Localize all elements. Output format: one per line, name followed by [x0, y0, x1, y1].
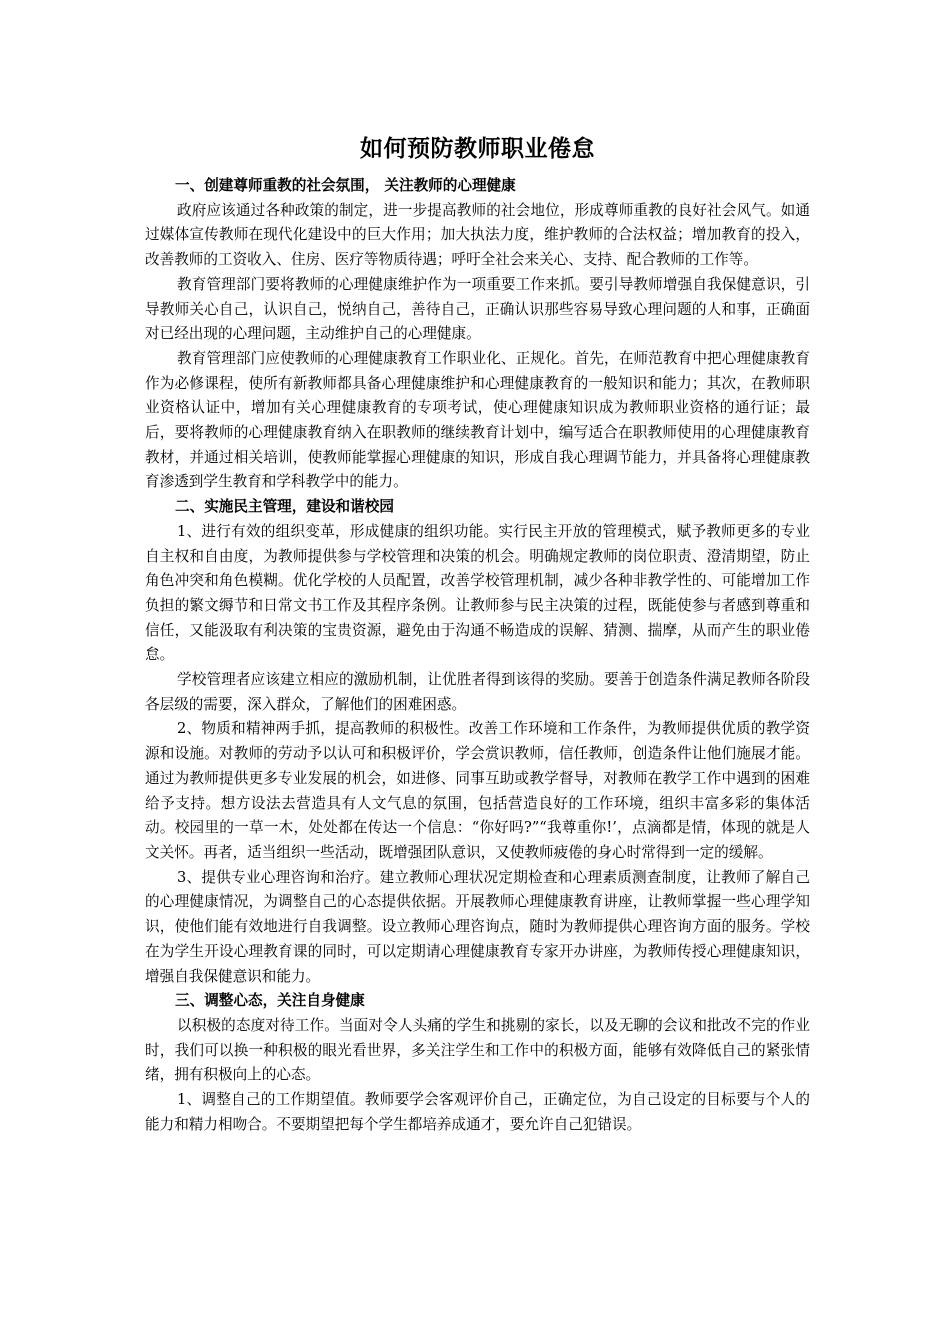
section-1 [145, 174, 810, 495]
paragraph: 政府应该通过各种政策的制定，进一步提高教师的社会地位，形成尊师重教的良好社会风气。如通过媒体宣传教师在现代化建设中的巨大作用；加大执法力度，维护教师的合法权益；增加教育的投入，改善教师的工资收入、住房、医疗等物质待遇；呼吁全社会来关心、支持、配合教师的工作等。 [145, 201, 810, 269]
paragraph: 3、提供专业心理咨询和治疗。建立教师心理状况定期检查和心理素质测查制度，让教师了解自己的心理健康情况，为调整自己的心态提供依据。开展教师心理健康教育讲座，让教师掌握一些心理学知识，使他们能有效地进行自我调整。设立教师心理咨询点，随时为教师提供心理咨询方面的服务。学校在为学生开设心理教育课的同时，可以定期请心理健康教育专家开办讲座，为教师传授心理健康知识，增强自我保健意识和能力。 [145, 868, 810, 985]
document-page [145, 128, 810, 1137]
document-title: 如何预防教师职业倦怠 [360, 136, 595, 162]
paragraph: 教育管理部门应使教师的心理健康教育工作职业化、正规化。首先，在师范教育中把心理健康教育作为必修课程，使所有新教师都具备心理健康维护和心理健康教育的一般知识和能力；其次，在教师职业资格认证中，增加有关心理健康教育的专项考试，使心理健康知识成为教师职业资格的通行证；最后，要将教师的心理健康教育纳入在职教师的继续教育计划中，编写适合在职教师使用的心理健康教育教材，并通过相关培训，使教师能掌握心理健康的知识，形成自我心理调节能力，并具备将心理健康教育渗透到学生教育和学科教学中的能力。 [145, 349, 810, 491]
section-2 [145, 495, 810, 989]
section-heading: 一、创建尊师重教的社会氛围， 关注教师的心理健康 [175, 177, 516, 194]
section-heading: 二、实施民主管理，建设和谐校园 [175, 498, 394, 516]
paragraph: 以积极的态度对待工作。当面对令人头痛的学生和挑剔的家长，以及无聊的会议和批改不完的作业时，我们可以换一种积极的眼光看世界，多关注学生和工作中的积极方面，能够有效降低自己的紧张情绪，拥有积极向上的心态。 [145, 1016, 810, 1084]
paragraph: 1、进行有效的组织变革，形成健康的组织功能。实行民主开放的管理模式，赋予教师更多的专业自主权和自由度，为教师提供参与学校管理和决策的机会。明确规定教师的岗位职责、澄清期望，防止角色冲突和角色模糊。优化学校的人员配置，改善学校管理机制，减少各种非教学性的、可能增加工作负担的繁文缛节和日常文书工作及其程序条例。让教师参与民主决策的过程，既能使参与者感到尊重和信任，又能汲取有利决策的宝贵资源，避免由于沟通不畅造成的误解、猜测、揣摩，从而产生的职业倦怠。 [145, 522, 810, 664]
paragraph: 学校管理者应该建立相应的激励机制，让优胜者得到该得的奖励。要善于创造条件满足教师各阶段各层级的需要，深入群众，了解他们的困难困惑。 [145, 671, 810, 713]
paragraph: 1、调整自己的工作期望值。教师要学会客观评价自己，正确定位，为自己设定的目标要与个人的能力和精力相吻合。不要期望把每个学生都培养成通才，要允许自己犯错误。 [145, 1091, 810, 1133]
section-heading: 三、调整心态，关注自身健康 [175, 992, 365, 1010]
paragraph: 2、物质和精神两手抓，提高教师的积极性。改善工作环境和工作条件，为教师提供优质的教学资源和设施。对教师的劳动予以认可和积极评价，学会赏识教师，信任教师，创造条件让他们施展才能。通过为教师提供更多专业发展的机会，如进修、同事互助或教学督导，对教师在教学工作中遇到的困难给予支持。想方设法去营造具有人文气息的氛围，包括营造良好的工作环境，组织丰富多彩的集体活动。校园里的一草一木，处处都在传达一个信息：“你好吗?”“我尊重你!’，点滴都是情，体现的就是人文关怀。再者，适当组织一些活动，既增强团队意识，又使教师疲倦的身心时常得到一定的缓解。 [145, 720, 810, 861]
section-3 [145, 989, 810, 1137]
paragraph: 教育管理部门要将教师的心理健康维护作为一项重要工作来抓。要引导教师增强自我保健意识，引导教师关心自己，认识自己，悦纳自己，善待自己，正确认识那些容易导致心理问题的人和事，正确面对已经出现的心理问题，主动维护自己的心理健康。 [145, 275, 810, 343]
